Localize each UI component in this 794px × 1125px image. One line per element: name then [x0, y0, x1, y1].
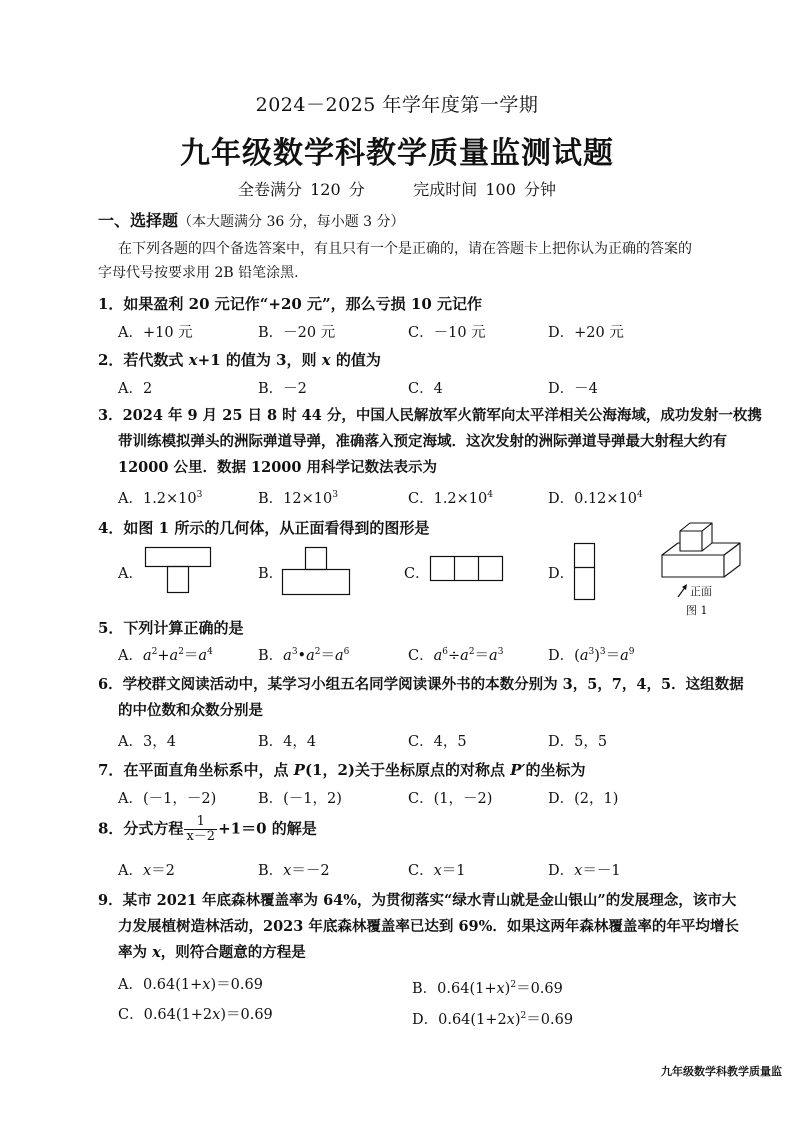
section-heading [98, 208, 405, 231]
q8-option-a [118, 859, 175, 880]
q1-option-b: B．－20 元 [258, 325, 336, 341]
q2-text-a: 2．若代数式 [98, 351, 189, 369]
q2-option-b: B．－2 [258, 381, 307, 397]
q5-option-c: C．$a^6\div a^2=a^3$ [408, 647, 504, 664]
q9-d-var: x [506, 1012, 515, 1028]
q7-option-c: C．(1，－2) [408, 791, 493, 807]
q9-a-tail: )＝0.69 [210, 977, 263, 993]
question-2-stem [98, 347, 381, 373]
q2-var-x2: x [321, 351, 331, 369]
q2-text-e: 的值为 [330, 351, 381, 369]
q5-option-a: A．$a^2+a^2=a^4$ [118, 647, 213, 664]
q7-option-b: B．(－1，2) [258, 791, 342, 807]
q8-text-a: 8．分式方程 [98, 819, 184, 838]
section-intro-line1: 在下列各题的四个备选答案中，有且只有一个是正确的，请在答题卡上把你认为正确的答案的 [118, 241, 692, 257]
q9-b-exp: 2 [510, 980, 517, 991]
q7-text-e: 的坐标为 [525, 761, 586, 779]
q4-option-d-label: D． [548, 566, 575, 582]
q8-b-label: B． [258, 863, 284, 879]
q9-option-a [118, 973, 263, 994]
q7-option-a: A．(－1，－2) [118, 791, 217, 807]
q3-d-exp: 4 [637, 490, 643, 501]
q9-option-d [412, 1008, 573, 1029]
q4-option-b-label: B． [258, 566, 284, 582]
question-5-stem: 5．下列计算正确的是 [98, 619, 244, 637]
q9-a-var: x [202, 977, 211, 993]
q3-a-label: A．1.2×10 [118, 491, 197, 507]
q4-option-b-figure [282, 547, 352, 599]
q1-option-c: C．－10 元 [408, 325, 486, 341]
q5-option-d: D．$(a^3)^3=a^9$ [548, 647, 635, 664]
question-6-line1: 6．学校群文阅读活动中，某学习小组五名同学阅读课外书的本数分别为 3，5，7，4，5．这组数据 [98, 676, 744, 693]
q7-point-p-prime: P′ [510, 761, 526, 779]
question-9-line2: 力发展植树造林活动，2023 年底森林覆盖率已达到 69%．如果这两年森林覆盖率的年平均增长 [118, 918, 739, 935]
q8-fraction [184, 815, 217, 844]
q2-option-d: D．－4 [548, 381, 598, 397]
front-view-label: 正面 [690, 585, 712, 598]
q9-option-b [412, 977, 563, 998]
q8-option-c [408, 859, 466, 880]
q1-option-d: D．+20 元 [548, 325, 624, 341]
q7-point-p: P [293, 761, 305, 779]
q4-option-c-label: C． [404, 566, 430, 582]
q8-c-var: x [433, 863, 442, 879]
q9-option-c [118, 1003, 273, 1024]
q4-option-d-figure [574, 543, 598, 605]
question-4-stem: 4．如图 1 所示的几何体，从正面看得到的图形是 [98, 519, 430, 537]
q5-option-b: B．$a^3•a^2=a^6$ [258, 647, 350, 664]
q2-text-c: +1 的值为 3，则 [197, 351, 322, 369]
q3-b-label: B．12×10 [258, 491, 333, 507]
q3-option-c [408, 487, 493, 508]
question-3-line3: 12000 公里．数据 12000 用科学记数法表示为 [118, 459, 438, 476]
q8-a-label: A． [118, 863, 143, 879]
q3-c-exp: 4 [487, 490, 493, 501]
exam-subtitle: 全卷满分 120 分 完成时间 100 分钟 [238, 180, 556, 199]
q8-text-b: +1＝0 的解是 [218, 819, 317, 838]
q8-numerator: 1 [184, 815, 217, 830]
q9-d-tail: ) [514, 1012, 521, 1028]
q4-option-c-figure [430, 556, 506, 584]
q9-b-var: x [496, 981, 505, 997]
page-footer: 九年级数学科教学质量监 [661, 1065, 782, 1078]
q2-option-c: C．4 [408, 381, 443, 397]
q3-option-d [548, 487, 643, 508]
q9-text-a: 率为 [118, 944, 153, 961]
q3-b-exp: 3 [332, 490, 338, 501]
q4-option-a-figure [145, 547, 215, 597]
figure-1-label: 图 1 [686, 604, 708, 617]
q1-option-a: A．+10 元 [118, 325, 193, 341]
question-8-stem [98, 815, 317, 844]
q3-option-b [258, 487, 338, 508]
q9-a-label: A．0.64(1+ [118, 977, 203, 993]
q6-option-b: B．4，4 [258, 734, 317, 750]
question-6-line2: 的中位数和众数分别是 [118, 702, 263, 719]
q5-a-label: A． [118, 648, 143, 664]
q3-a-exp: 3 [196, 490, 203, 501]
q8-option-b [258, 859, 330, 880]
figure-1-solid [660, 513, 745, 583]
q9-b-label: B．0.64(1+ [412, 981, 497, 997]
q6-option-d: D．5，5 [548, 734, 608, 750]
q7-option-d: D．(2，1) [548, 791, 619, 807]
q6-option-a: A．3，4 [118, 734, 176, 750]
q9-c-var: x [212, 1007, 221, 1023]
q9-text-c: ，则符合题意的方程是 [160, 944, 306, 961]
q5-b-label: B． [258, 648, 284, 664]
question-9-line1: 9．某市 2021 年底森林覆盖率为 64%，为贯彻落实“绿水青山就是金山银山”的发展理念，该市大 [98, 892, 737, 909]
front-arrow-icon [676, 583, 690, 599]
q8-option-d [548, 859, 621, 880]
q9-var-x: x [152, 944, 161, 961]
section-title: 一、选择题 [98, 211, 179, 230]
q9-c-tail: )＝0.69 [220, 1007, 273, 1023]
q8-d-label: D． [548, 863, 575, 879]
section-intro-line2: 字母代号按要求用 2B 铅笔涂黑. [98, 265, 299, 281]
question-1-stem: 1．如果盈利 20 元记作“+20 元”，那么亏损 10 元记作 [98, 295, 482, 313]
q3-d-label: D．0.12×10 [548, 491, 638, 507]
q5-d-label: D． [548, 648, 575, 664]
q9-b-tail: ) [504, 981, 511, 997]
q4-option-a-label: A． [118, 566, 143, 582]
question-3-line2: 带训练模拟弹头的洲际弹道导弹，准确落入预定海域．这次发射的洲际弹道导弹最大射程大约有 [118, 433, 727, 450]
q8-b-var: x [283, 863, 292, 879]
q8-c-val: ＝1 [441, 863, 466, 879]
q8-a-val: ＝2 [151, 863, 175, 879]
q3-option-a [118, 487, 202, 508]
exam-title: 九年级数学科教学质量监测试题 [180, 136, 614, 171]
section-note: （本大题满分 36 分，每小题 3 分） [178, 214, 405, 230]
q6-option-c: C．4，5 [408, 734, 467, 750]
q2-var-x: x [188, 351, 198, 369]
q8-d-val: ＝－1 [582, 863, 621, 879]
q7-text-a: 7．在平面直角坐标系中，点 [98, 761, 294, 779]
question-3-line1: 3．2024 年 9 月 25 日 8 时 44 分，中国人民解放军火箭军向太平洋相关公海海域，成功发射一枚携 [98, 407, 762, 424]
q7-text-c: (1，2)关于坐标原点的对称点 [304, 761, 511, 779]
q8-a-var: x [142, 863, 152, 879]
q8-d-var: x [574, 863, 583, 879]
question-7-stem [98, 757, 586, 783]
q2-option-a: A．2 [118, 381, 153, 397]
q8-denominator: x－2 [186, 829, 216, 844]
q9-c-label: C．0.64(1+2 [118, 1007, 213, 1023]
q5-c-label: C． [408, 648, 434, 664]
exam-year-line: 2024－2025 年学年度第一学期 [255, 94, 539, 116]
q9-b-tail2: ＝0.69 [516, 981, 563, 997]
q9-d-label: D．0.64(1+2 [412, 1012, 507, 1028]
question-9-line3 [118, 940, 306, 966]
q3-c-label: C．1.2×10 [408, 491, 488, 507]
q9-d-tail2: ＝0.69 [526, 1012, 574, 1028]
q8-c-label: C． [408, 863, 434, 879]
q8-b-val: ＝－2 [291, 863, 330, 879]
q9-d-exp: 2 [520, 1011, 527, 1022]
